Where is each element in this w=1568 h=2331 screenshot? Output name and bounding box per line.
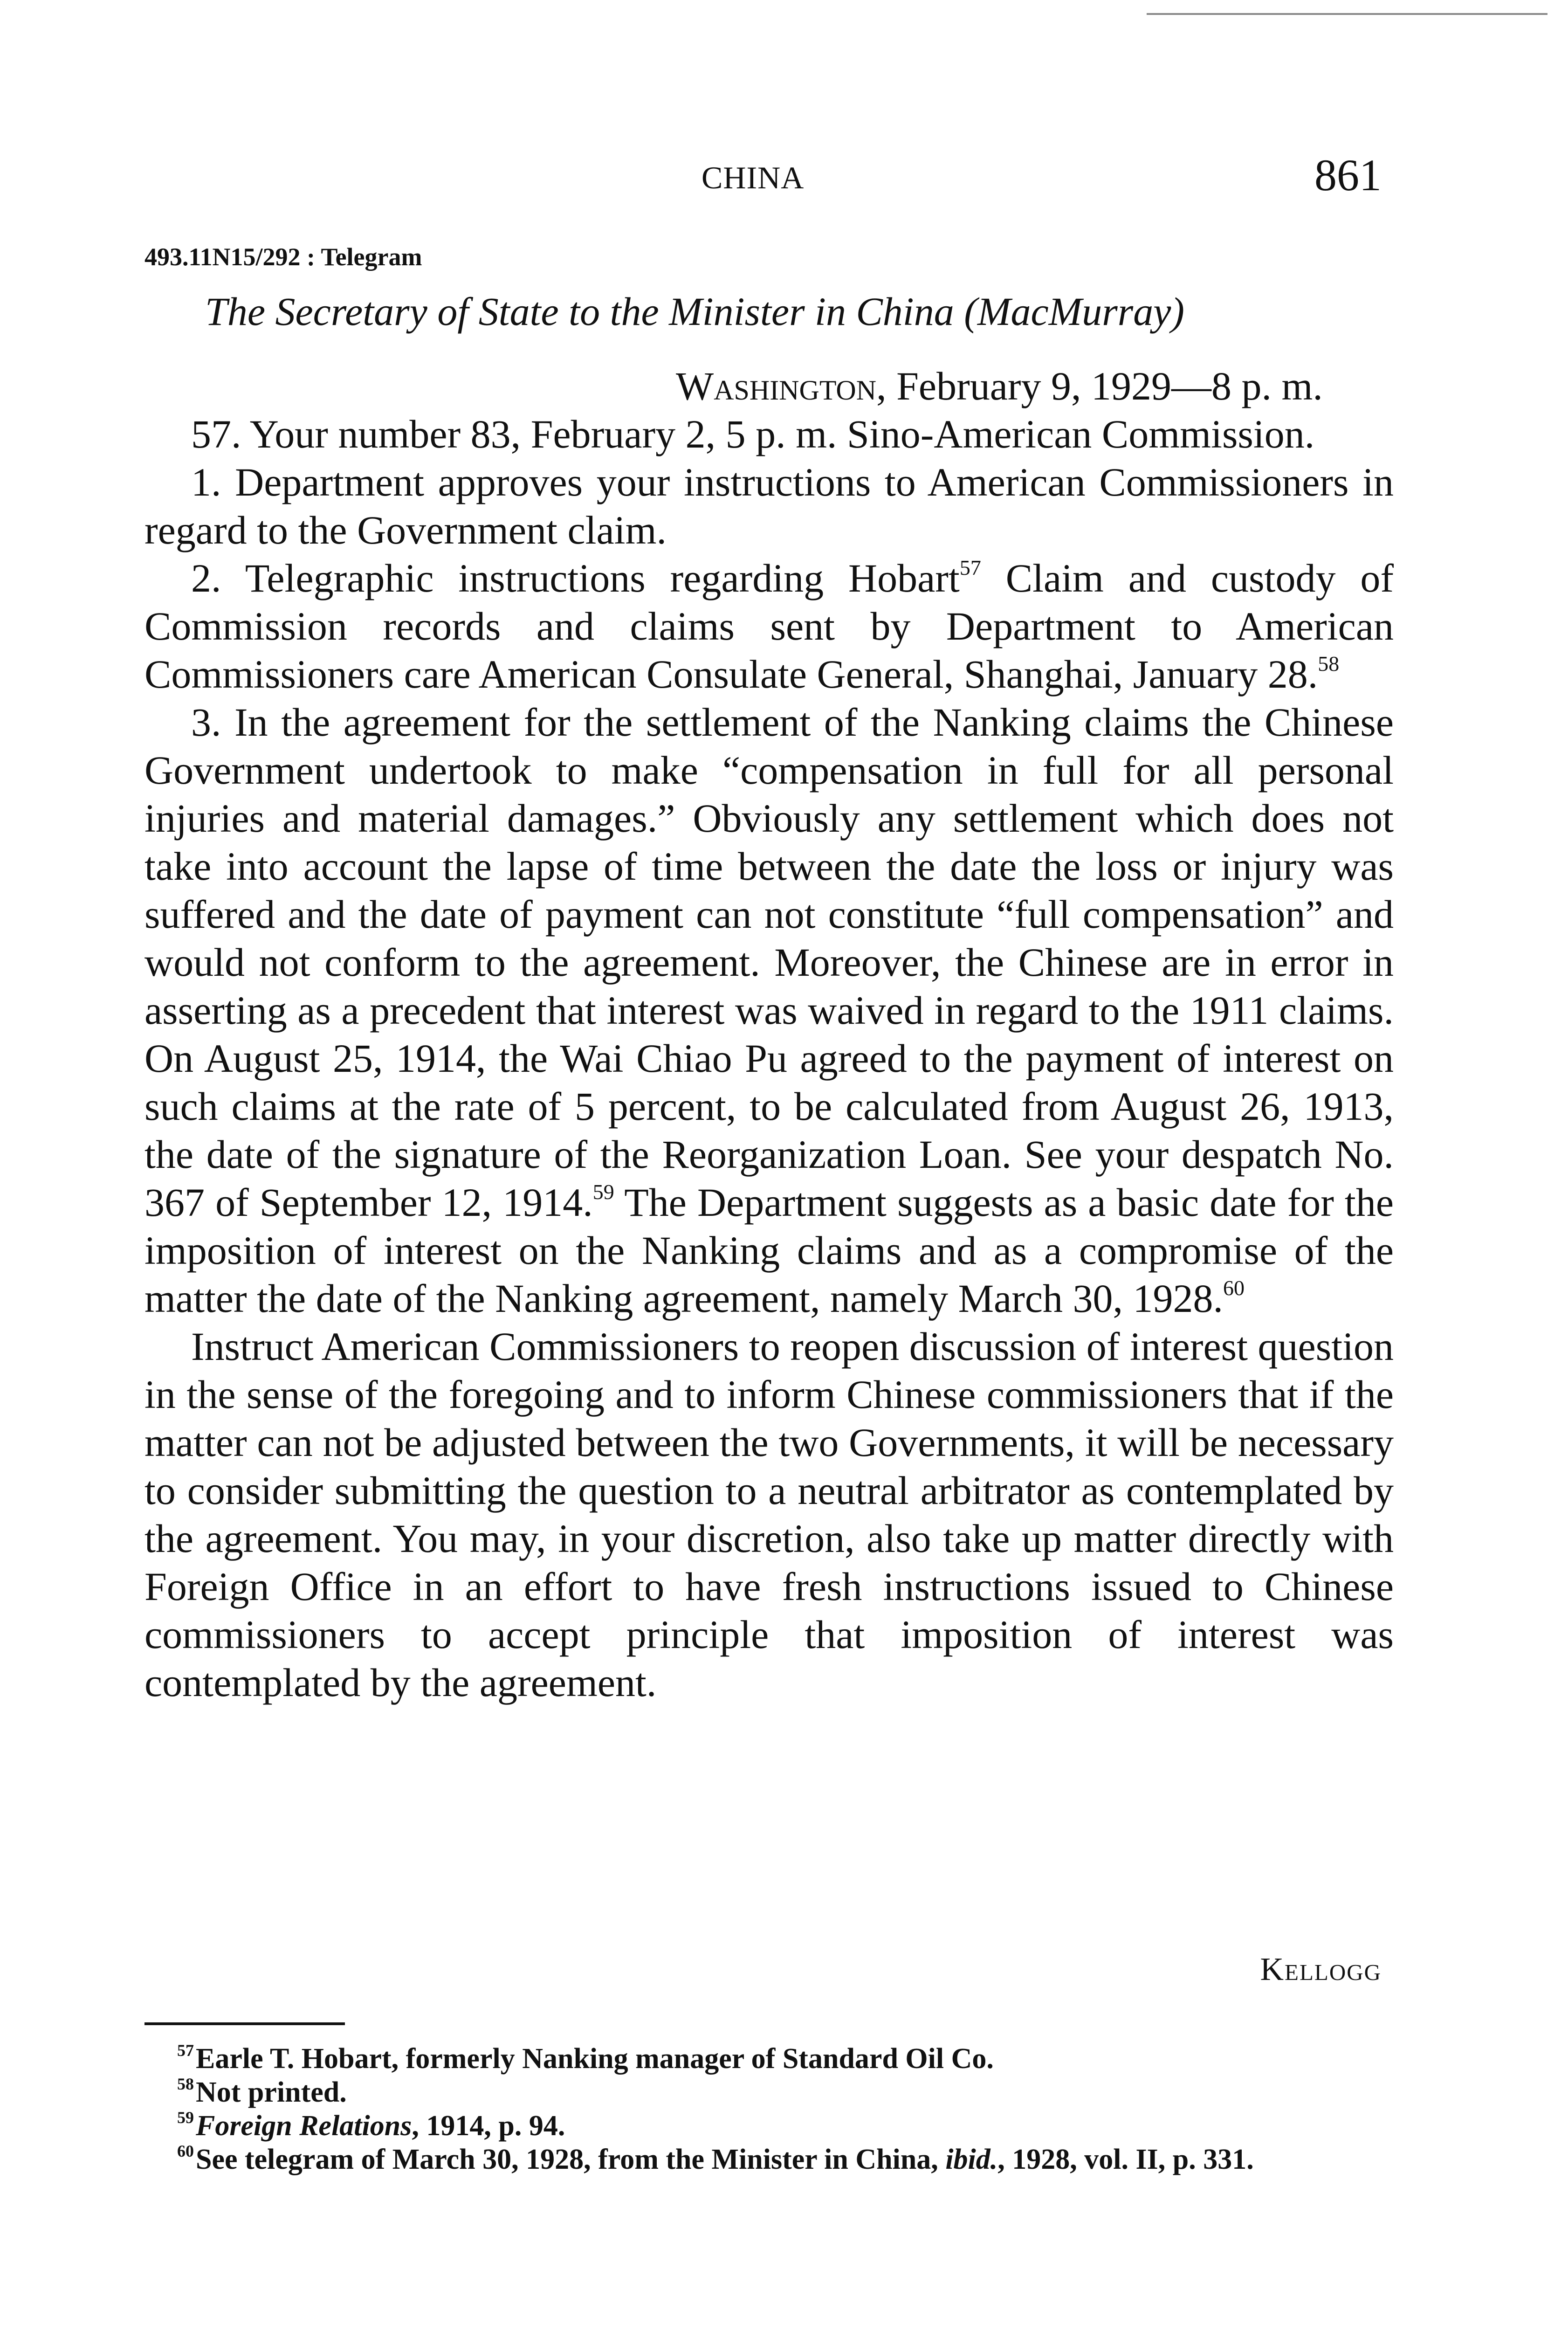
footnote-58-mark: 58 [177,2075,194,2094]
footnote-ref-58: 58 [1318,652,1340,676]
title-name: MacMurray [977,289,1171,334]
footnote-58-text: Not printed. [196,2076,347,2108]
footnote-ref-57: 57 [959,556,981,580]
file-reference: 493.11N15/292 : Telegram [144,243,422,271]
document-title [205,288,1184,335]
telegram-body [144,410,1394,1707]
footnote-60-text-b: , 1928, vol. II, p. 331. [997,2144,1254,2175]
paragraph-2-text-a: 2. Telegraphic instructions regarding Hobart [191,556,960,600]
dateline-date: , February 9, 1929—8 p. m. [876,364,1323,408]
dateline-place: Washington [676,364,877,408]
footnote-59-mark: 59 [177,2108,194,2127]
dateline [676,363,1323,409]
paragraph-3-text-a: 3. In the agreement for the settlement of the Nanking claims the Chinese Government undertook to make “compensation in full for all personal injuries and material damages.” Obviously any settlement which does not take into account the lapse of time between the date the loss or injury was suffered and the date of payment can not constitute “full compensation” and would not conform to the agreement. Moreover, the Chinese are in error in asserting as a precedent that interest was waived in regard to the 1911 claims. On August 25, 1914, the Wai Chiao Pu agreed to the payment of interest on such claims at the rate of 5 percent, to be calculated from August 26, 1913, the date of the signature of the Reorganization Loan. See your despatch No. 367 of September 12, 1914. [144,700,1394,1225]
running-head: CHINA [701,160,805,195]
page-number: 861 [1314,150,1382,200]
top-edge-rule [1147,13,1547,15]
paragraph-3-text-b: The Department suggests as a basic date for the imposition of interest on the Nanking claims and as a compromise of the matter the date of the Nanking agreement, namely March 30, 1928. [144,1180,1394,1321]
footnote-ref-60: 60 [1223,1276,1245,1300]
footnote-60-mark: 60 [177,2142,194,2161]
paragraph-2-text-b: Claim and custody of Commission records and claims sent by Department to American Commissioners care American Consulate General, Shanghai, January 28. [144,556,1394,697]
footnotes [177,2042,1389,2176]
footnote-58 [177,2076,1389,2109]
paragraph-4: Instruct American Commissioners to reopen discussion of interest question in the sense of the foregoing and to inform Chinese commissioners that if the matter can not be adjusted between the two Governments, it will be necessary to consider submitting the question to a neutral arbitrator as contemplated by the agreement. You may, in your discretion, also take up matter directly with Foreign Office in an effort to have fresh instructions issued to Chinese commissioners to accept principle that imposition of interest was contemplated by the agreement. [144,1324,1394,1705]
footnote-60-italic: ibid. [945,2144,998,2175]
footnote-rule [144,2022,345,2025]
paragraph-3 [144,698,1394,1323]
paragraph-2 [144,554,1394,698]
footnote-57 [177,2042,1389,2076]
footnote-57-mark: 57 [177,2041,194,2060]
footnote-ref-59: 59 [592,1180,614,1204]
title-part-1: The Secretary of State to the Minister in China ( [205,289,977,334]
paragraph-1: 1. Department approves your instructions to American Commissioners in regard to the Government claim. [144,460,1394,552]
footnote-59-text: , 1914, p. 94. [412,2110,565,2142]
footnote-60-text-a: See telegram of March 30, 1928, from the Minister in China, [196,2144,946,2175]
signature: Kellogg [1260,1952,1382,1987]
paragraph-0: 57. Your number 83, February 2, 5 p. m. Sino-American Commission. [191,412,1315,456]
title-part-2: ) [1171,289,1185,334]
footnote-59 [177,2109,1389,2143]
footnote-60 [177,2143,1389,2176]
footnote-57-text: Earle T. Hobart, formerly Nanking manager of Standard Oil Co. [196,2043,994,2075]
footnote-59-italic: Foreign Relations [196,2110,412,2142]
